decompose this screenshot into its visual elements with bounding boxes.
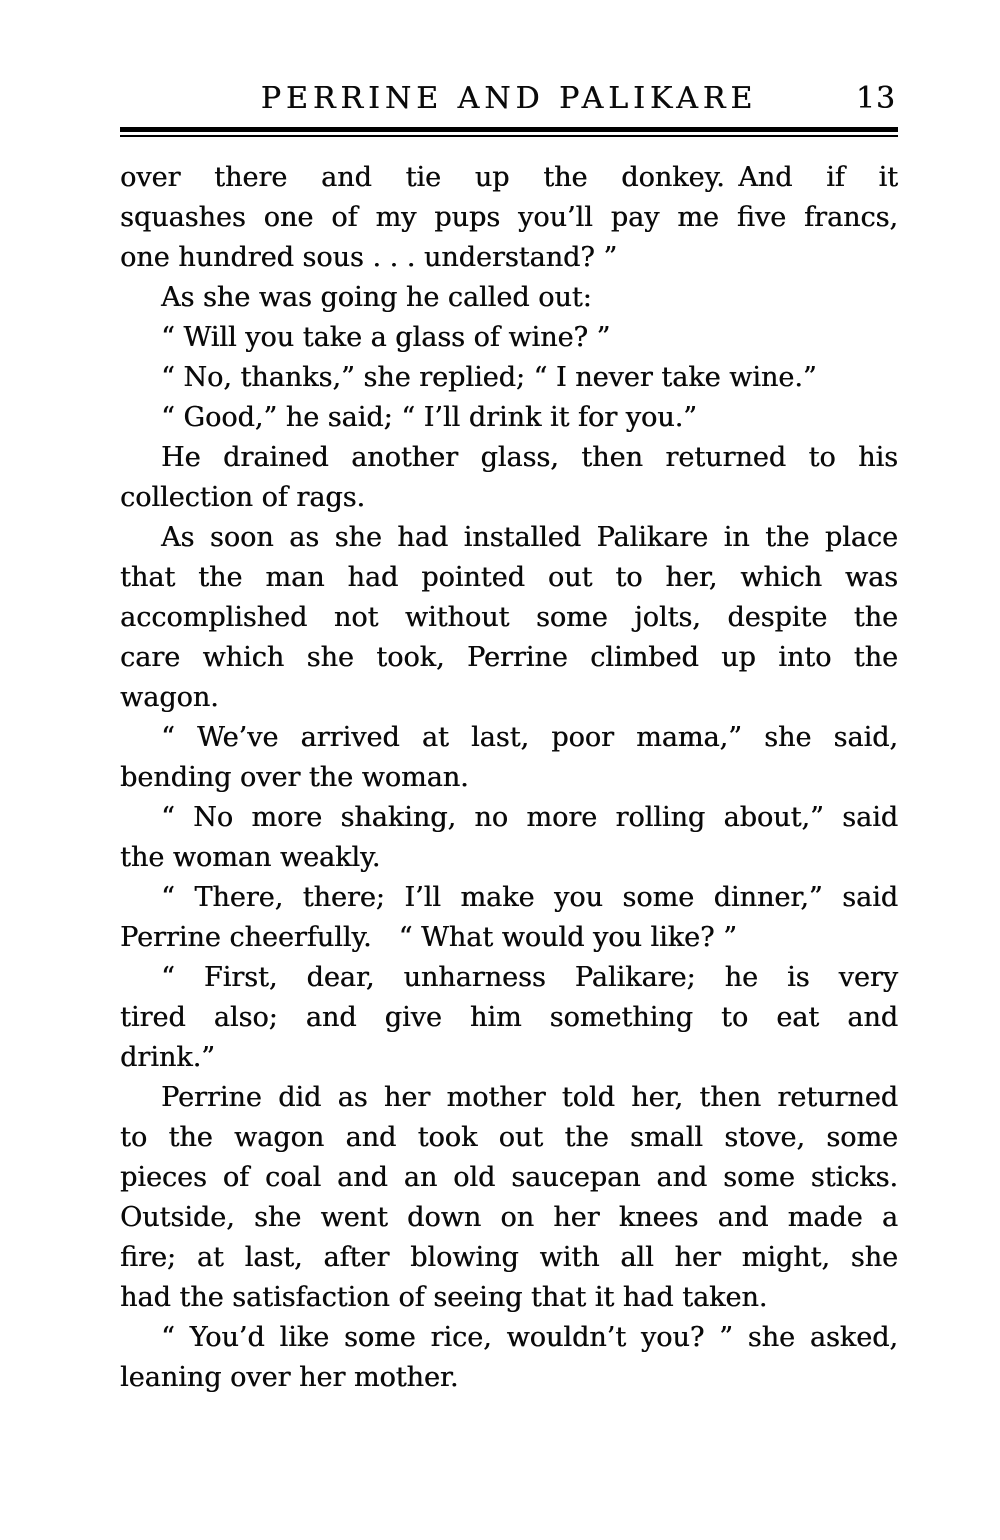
text-line: squashes one of my pups you’ll pay me five francs, [120,202,898,233]
text-line: leaning over her mother. [120,1362,459,1393]
text-column [120,0,898,1398]
text-line: Outside, she went down on her knees and made a [120,1202,898,1233]
paragraph [120,398,898,438]
header-rule [120,127,898,137]
text-line: “ You’d like some rice, wouldn’t you? ” she asked, [161,1322,898,1353]
header-rule-thick [120,127,898,132]
text-line: “ Will you take a glass of wine? ” [161,322,611,353]
text-line: “ No more shaking, no more rolling about,” said [161,802,898,833]
text-line: fire; at last, after blowing with all her might, she [120,1242,898,1273]
text-line: wagon. [120,682,219,713]
paragraph [120,718,898,798]
text-line: Perrine cheerfully. “ What would you like? ” [120,922,737,953]
text-line: bending over the woman. [120,762,469,793]
text-line: As soon as she had installed Palikare in the place [161,522,898,553]
text-line: collection of rags. [120,482,366,513]
text-line: had the satisfaction of seeing that it had taken. [120,1282,768,1313]
page-body [120,158,898,1398]
text-line: care which she took, Perrine climbed up into the [120,642,898,673]
text-line: As she was going he called out: [161,282,592,313]
paragraph [120,518,898,718]
paragraph [120,878,898,958]
text-line: that the man had pointed out to her, which was [120,562,898,593]
text-line: accomplished not without some jolts, despite the [120,602,898,633]
text-line: one hundred sous . . . understand? ” [120,242,618,273]
text-line: tired also; and give him something to eat and [120,1002,898,1033]
text-line: drink.” [120,1042,215,1073]
paragraph [120,318,898,358]
paragraph [120,1078,898,1318]
text-line: “ No, thanks,” she replied; “ I never take wine.” [161,362,817,393]
text-line: pieces of coal and an old saucepan and some sticks. [120,1162,898,1193]
text-line: “ Good,” he said; “ I’ll drink it for you.” [161,402,697,433]
text-line: “ We’ve arrived at last, poor mama,” she said, [161,722,898,753]
text-line: “ First, dear, unharness Palikare; he is very [161,962,898,993]
paragraph [120,358,898,398]
paragraph [120,958,898,1078]
text-line: to the wagon and took out the small stove, some [120,1122,898,1153]
page-header [120,80,898,118]
paragraph [120,438,898,518]
paragraph [120,798,898,878]
paragraph [120,1318,898,1398]
running-title: PERRINE AND PALIKARE [260,81,758,116]
text-line: “ There, there; I’ll make you some dinner,” said [161,882,898,913]
paragraph [120,278,898,318]
text-line: He drained another glass, then returned to his [161,442,898,473]
header-rule-thin [120,135,898,137]
text-line: Perrine did as her mother told her, then returned [161,1082,898,1113]
paragraph [120,158,898,278]
text-line: over there and tie up the donkey. And if it [120,162,898,193]
page-number: 13 [855,81,896,116]
text-line: the woman weakly. [120,842,381,873]
